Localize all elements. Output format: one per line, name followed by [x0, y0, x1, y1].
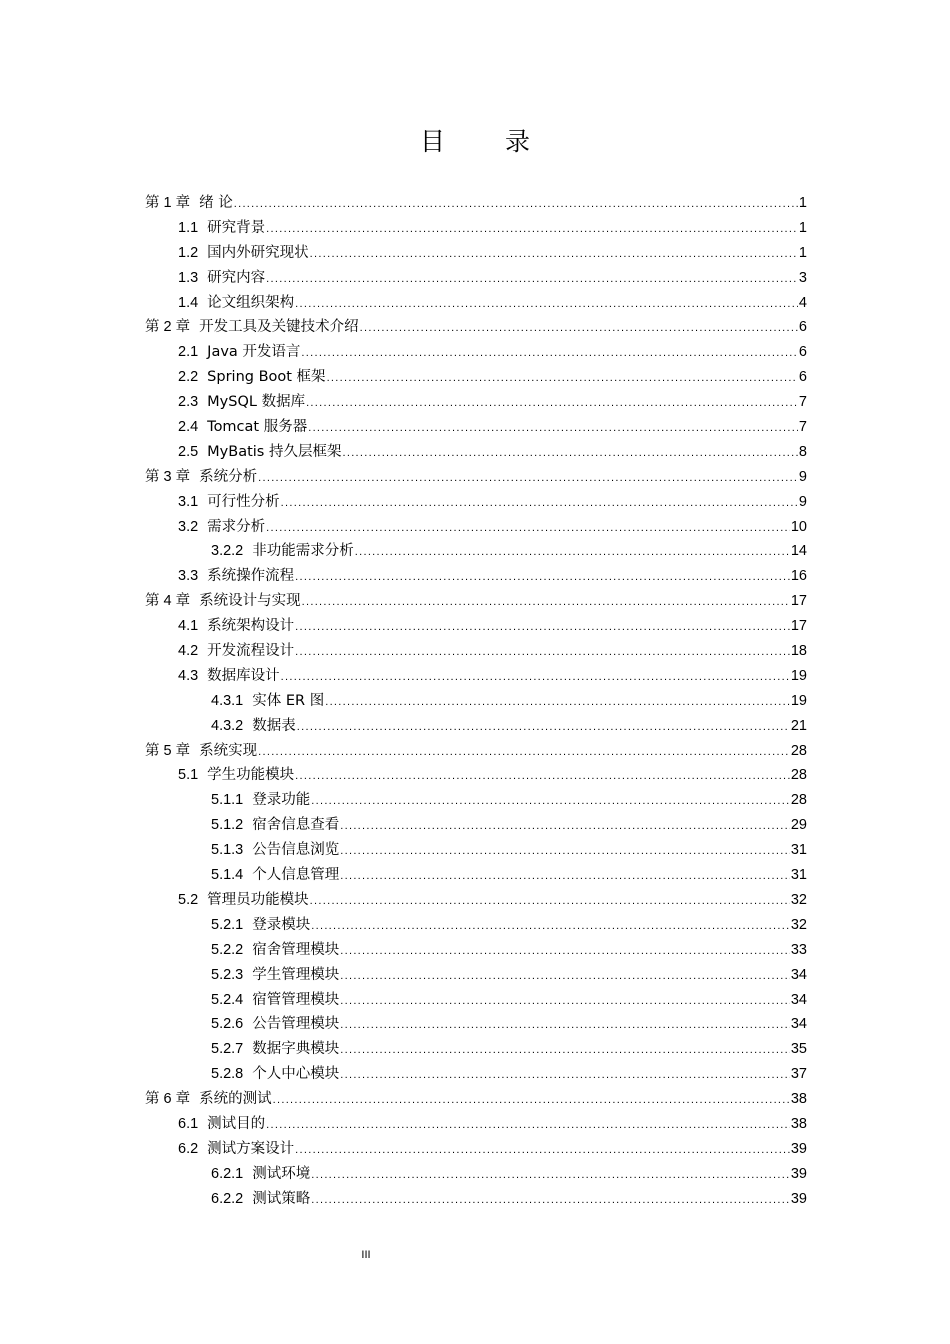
toc-entry[interactable] — [145, 241, 807, 266]
toc-entry-title: 实体 ER 图 — [252, 692, 325, 709]
dot-leader — [266, 1113, 790, 1138]
dot-leader — [311, 1163, 790, 1188]
toc-entry-number: 1.4 — [178, 294, 199, 311]
toc-entry-page: 37 — [790, 1066, 807, 1083]
toc-entry[interactable] — [145, 763, 807, 788]
toc-entry-page: 1 — [798, 244, 807, 261]
dot-leader — [266, 267, 798, 292]
toc-entry[interactable] — [145, 1062, 807, 1087]
dot-leader — [266, 217, 798, 242]
dot-leader — [273, 1088, 790, 1113]
toc-entry-number: 5.2.7 — [211, 1041, 244, 1058]
dot-leader — [340, 1038, 790, 1063]
toc-entry-number: 6.2 — [178, 1140, 199, 1157]
toc-entry-number: 6.2.1 — [211, 1165, 244, 1182]
dot-leader — [340, 839, 790, 864]
toc-entry-title: 个人中心模块 — [252, 1066, 340, 1083]
toc-entry-page: 18 — [790, 643, 807, 660]
toc-entry-page: 38 — [790, 1091, 807, 1108]
toc-entry-number: 2.1 — [178, 344, 199, 361]
toc-entry-number: 第 6 章 — [145, 1091, 191, 1108]
toc-entry-number: 4.3.1 — [211, 692, 244, 709]
dot-leader — [340, 989, 790, 1014]
toc-entry-page: 39 — [790, 1190, 807, 1207]
toc-entry-number: 1.3 — [178, 269, 199, 286]
toc-entry[interactable] — [145, 1137, 807, 1162]
toc-entry-title: 登录模块 — [252, 916, 311, 933]
toc-entry-page: 9 — [798, 493, 807, 510]
toc-entry-number: 2.2 — [178, 369, 199, 386]
toc-entry-number: 6.1 — [178, 1115, 199, 1132]
toc-entry-page: 6 — [798, 344, 807, 361]
toc-entry[interactable] — [145, 216, 807, 241]
dot-leader — [340, 939, 790, 964]
toc-entry[interactable] — [145, 340, 807, 365]
toc-entry[interactable] — [145, 938, 807, 963]
toc-entry-title: 国内外研究现状 — [207, 244, 309, 261]
toc-entry-page: 7 — [798, 394, 807, 411]
toc-entry[interactable] — [145, 415, 807, 440]
toc-entry-title: 研究背景 — [207, 219, 266, 236]
toc-entry[interactable] — [145, 564, 807, 589]
toc-entry-number: 第 5 章 — [145, 742, 191, 759]
toc-entry-number: 5.1.1 — [211, 792, 244, 809]
toc-entry[interactable] — [145, 714, 807, 739]
page-number: III — [361, 1249, 371, 1261]
toc-entry-page: 21 — [790, 717, 807, 734]
toc-entry-number: 1.2 — [178, 244, 199, 261]
dot-leader — [340, 1013, 790, 1038]
toc-entry-number: 2.4 — [178, 419, 199, 436]
toc-entry[interactable] — [145, 589, 807, 614]
toc-entry-title: 管理员功能模块 — [207, 891, 309, 908]
toc-entry[interactable] — [145, 1187, 807, 1212]
toc-entry-page: 39 — [790, 1140, 807, 1157]
toc-entry-number: 第 1 章 — [145, 195, 191, 211]
toc-entry-page: 34 — [790, 1016, 807, 1033]
toc-entry[interactable] — [145, 490, 807, 515]
toc-entry[interactable] — [145, 614, 807, 639]
toc-entry-page: 10 — [790, 518, 807, 535]
table-of-contents — [145, 191, 807, 1212]
toc-entry-title: 宿舍信息查看 — [252, 817, 340, 834]
toc-entry-title: 开发流程设计 — [207, 643, 295, 660]
page-title: 目 录 — [420, 127, 556, 156]
toc-entry-page: 7 — [798, 419, 807, 436]
toc-entry-title: 研究内容 — [207, 269, 266, 286]
toc-entry-title: MyBatis 持久层框架 — [207, 443, 342, 460]
dot-leader — [310, 889, 790, 914]
toc-entry-title: 开发工具及关键技术介绍 — [199, 319, 359, 336]
dot-leader — [311, 789, 790, 814]
toc-entry-number: 3.2.2 — [211, 543, 244, 560]
toc-entry[interactable] — [145, 913, 807, 938]
toc-entry[interactable] — [145, 539, 807, 564]
toc-entry[interactable] — [145, 813, 807, 838]
toc-entry-number: 5.2.2 — [211, 941, 244, 958]
toc-entry-page: 6 — [798, 369, 807, 386]
toc-entry-title: 数据表 — [252, 717, 296, 734]
toc-entry-page: 6 — [798, 319, 807, 336]
toc-entry-title: 登录功能 — [252, 792, 311, 809]
toc-entry-number: 5.2.1 — [211, 916, 244, 933]
toc-entry[interactable] — [145, 1162, 807, 1187]
toc-entry-page: 29 — [790, 817, 807, 834]
toc-entry-page: 28 — [790, 742, 807, 759]
toc-entry-page: 34 — [790, 991, 807, 1008]
toc-entry-number: 3.2 — [178, 518, 199, 535]
toc-entry-number: 4.3 — [178, 667, 199, 684]
toc-entry[interactable] — [145, 689, 807, 714]
toc-entry-page: 28 — [790, 792, 807, 809]
toc-entry-title: 测试方案设计 — [207, 1140, 295, 1157]
dot-leader — [311, 1188, 790, 1213]
toc-entry-number: 4.1 — [178, 618, 199, 635]
toc-entry[interactable] — [145, 988, 807, 1013]
toc-entry-page: 1 — [798, 219, 807, 236]
toc-entry-title: Spring Boot 框架 — [207, 369, 326, 386]
toc-entry[interactable] — [145, 1112, 807, 1137]
toc-entry-page: 38 — [790, 1115, 807, 1132]
toc-entry-page: 39 — [790, 1165, 807, 1182]
toc-entry-title: 系统操作流程 — [207, 568, 295, 585]
toc-entry-number: 5.2.8 — [211, 1066, 244, 1083]
dot-leader — [297, 715, 790, 740]
toc-entry-number: 1.1 — [178, 219, 199, 236]
toc-entry-title: 学生管理模块 — [252, 966, 340, 983]
dot-leader — [340, 964, 790, 989]
dot-leader — [302, 590, 790, 615]
dot-leader — [311, 914, 790, 939]
toc-entry[interactable] — [145, 515, 807, 540]
toc-entry-page: 32 — [790, 891, 807, 908]
dot-leader — [340, 1063, 790, 1088]
dot-leader — [340, 864, 790, 889]
toc-entry-number: 4.3.2 — [211, 717, 244, 734]
toc-entry[interactable] — [145, 365, 807, 390]
toc-entry-number: 2.5 — [178, 443, 199, 460]
toc-entry-title: 绪 论 — [199, 195, 233, 211]
toc-entry-title: 公告管理模块 — [252, 1016, 340, 1033]
toc-entry-page: 33 — [790, 941, 807, 958]
toc-entry-number: 5.2.3 — [211, 966, 244, 983]
toc-entry[interactable] — [145, 963, 807, 988]
toc-entry-title: 系统的测试 — [199, 1091, 272, 1108]
dot-leader — [295, 640, 790, 665]
dot-leader — [301, 341, 798, 366]
dot-leader — [306, 391, 798, 416]
toc-entry-number: 3.1 — [178, 493, 199, 510]
toc-entry-title: 测试环境 — [252, 1165, 311, 1182]
dot-leader — [234, 192, 798, 217]
toc-entry-number: 5.1.2 — [211, 817, 244, 834]
toc-entry-page: 31 — [790, 842, 807, 859]
toc-entry[interactable] — [145, 788, 807, 813]
toc-entry-title: 数据库设计 — [207, 667, 280, 684]
toc-entry[interactable] — [145, 191, 807, 216]
toc-entry-page: 17 — [790, 618, 807, 635]
dot-leader — [295, 292, 798, 317]
toc-entry-page: 19 — [790, 692, 807, 709]
toc-entry-title: 个人信息管理 — [252, 867, 340, 884]
toc-entry-title: 论文组织架构 — [207, 294, 295, 311]
toc-entry[interactable] — [145, 291, 807, 316]
toc-entry-page: 14 — [790, 543, 807, 560]
toc-entry-number: 5.2 — [178, 891, 199, 908]
dot-leader — [295, 764, 790, 789]
toc-entry-number: 5.1 — [178, 767, 199, 784]
toc-entry[interactable] — [145, 664, 807, 689]
dot-leader — [342, 441, 797, 466]
toc-entry[interactable] — [145, 440, 807, 465]
toc-entry-title: MySQL 数据库 — [207, 394, 306, 411]
toc-entry-title: Java 开发语言 — [207, 344, 301, 361]
toc-entry-title: 需求分析 — [207, 518, 266, 535]
toc-entry-number: 4.2 — [178, 643, 199, 660]
toc-entry-title: 系统架构设计 — [207, 618, 295, 635]
toc-entry-number: 5.2.6 — [211, 1016, 244, 1033]
toc-entry[interactable] — [145, 838, 807, 863]
toc-entry-page: 3 — [798, 269, 807, 286]
toc-entry-page: 34 — [790, 966, 807, 983]
dot-leader — [258, 740, 790, 765]
dot-leader — [281, 665, 790, 690]
toc-entry-number: 第 2 章 — [145, 319, 191, 336]
toc-entry-page: 19 — [790, 667, 807, 684]
dot-leader — [360, 316, 798, 341]
toc-entry-title: 系统设计与实现 — [199, 593, 301, 610]
toc-entry[interactable] — [145, 1012, 807, 1037]
dot-leader — [308, 416, 798, 441]
toc-entry-title: 非功能需求分析 — [252, 543, 354, 560]
toc-entry-number: 5.2.4 — [211, 991, 244, 1008]
dot-leader — [295, 615, 790, 640]
toc-entry-page: 9 — [798, 468, 807, 485]
toc-entry-title: 宿舍管理模块 — [252, 941, 340, 958]
toc-entry-page: 31 — [790, 867, 807, 884]
toc-entry-page: 1 — [798, 195, 807, 211]
toc-entry-number: 第 4 章 — [145, 593, 191, 610]
toc-entry-number: 2.3 — [178, 394, 199, 411]
toc-entry-title: 系统实现 — [199, 742, 258, 759]
toc-entry-page: 32 — [790, 916, 807, 933]
toc-entry[interactable] — [145, 888, 807, 913]
dot-leader — [327, 366, 798, 391]
toc-entry-title: 公告信息浏览 — [252, 842, 340, 859]
toc-entry[interactable] — [145, 1037, 807, 1062]
toc-entry[interactable] — [145, 266, 807, 291]
toc-entry[interactable] — [145, 1087, 807, 1112]
toc-entry[interactable] — [145, 465, 807, 490]
toc-entry-number: 3.3 — [178, 568, 199, 585]
toc-entry[interactable] — [145, 863, 807, 888]
toc-entry-page: 8 — [798, 443, 807, 460]
toc-entry-title: 数据字典模块 — [252, 1041, 340, 1058]
dot-leader — [266, 516, 790, 541]
toc-entry-page: 17 — [790, 593, 807, 610]
toc-entry-page: 16 — [790, 568, 807, 585]
dot-leader — [310, 242, 798, 267]
dot-leader — [281, 491, 798, 516]
toc-entry-number: 5.1.3 — [211, 842, 244, 859]
toc-entry-title: 系统分析 — [199, 468, 258, 485]
toc-entry[interactable] — [145, 390, 807, 415]
toc-entry[interactable] — [145, 315, 807, 340]
toc-entry-page: 28 — [790, 767, 807, 784]
toc-entry-number: 第 3 章 — [145, 468, 191, 485]
dot-leader — [340, 814, 790, 839]
toc-entry[interactable] — [145, 739, 807, 764]
toc-entry-title: 测试策略 — [252, 1190, 311, 1207]
dot-leader — [295, 1138, 790, 1163]
toc-entry-number: 6.2.2 — [211, 1190, 244, 1207]
toc-entry-number: 5.1.4 — [211, 867, 244, 884]
toc-entry-title: 宿管管理模块 — [252, 991, 340, 1008]
toc-entry-page: 35 — [790, 1041, 807, 1058]
dot-leader — [355, 540, 790, 565]
dot-leader — [258, 466, 798, 491]
toc-entry-title: 可行性分析 — [207, 493, 280, 510]
toc-entry-page: 4 — [798, 294, 807, 311]
dot-leader — [295, 565, 790, 590]
toc-entry-title: 学生功能模块 — [207, 767, 295, 784]
toc-entry-title: 测试目的 — [207, 1115, 266, 1132]
dot-leader — [325, 690, 790, 715]
toc-entry[interactable] — [145, 639, 807, 664]
toc-entry-title: Tomcat 服务器 — [207, 419, 308, 436]
